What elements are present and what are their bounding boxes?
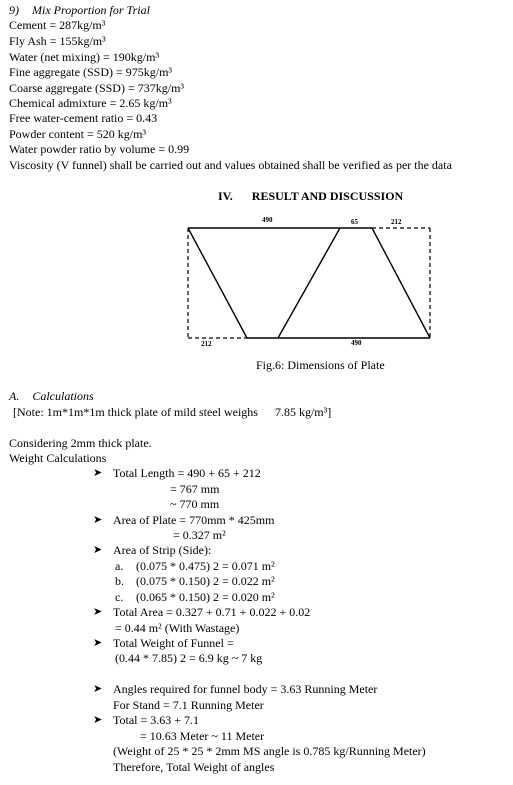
mix-line-admixture: Chemical admixture = 2.65 kg/m³ (9, 96, 172, 110)
calc-angles-stand: For Stand = 7.1 Running Meter (113, 698, 264, 712)
calc-total-area: Total Area = 0.327 + 0.71 + 0.022 + 0.02 (113, 605, 311, 619)
figure-caption: Fig.6: Dimensions of Plate (256, 358, 385, 372)
mix-heading-number: 9) (9, 3, 19, 17)
section-title: RESULT AND DISCUSSION (251, 189, 404, 203)
mix-line-cement: Cement = 287kg/m³ (9, 18, 106, 32)
plate-diagonal-1 (188, 228, 247, 338)
calc-area-plate: Area of Plate = 770mm * 425mm (113, 513, 275, 527)
calc-note (13, 405, 331, 419)
dim-label-bottom-490: 490 (351, 339, 362, 347)
bullet-arrow-icon: ➤ (93, 637, 103, 649)
mix-line-fly-ash: Fly Ash = 155kg/m³ (9, 34, 106, 48)
calc-area-strip: Area of Strip (Side): (113, 543, 212, 557)
strip-c-label: c. (115, 590, 124, 604)
mix-heading-title: Mix Proportion for Trial (32, 3, 150, 17)
bullet-arrow-icon: ➤ (93, 514, 103, 526)
dim-label-bottom-212: 212 (201, 340, 212, 348)
calc-note-text: [Note: 1m*1m*1m thick plate of mild steel weighs (13, 405, 258, 419)
calc-heading-title: Calculations (32, 389, 94, 403)
dim-label-top-490: 490 (262, 216, 273, 224)
mix-line-water: Water (net mixing) = 190kg/m³ (9, 50, 160, 64)
strip-c: (0.065 * 0.150) 2 = 0.020 m² (136, 590, 275, 604)
calc-total-eq: = 10.63 Meter ~ 11 Meter (140, 729, 265, 743)
mix-line-water-powder: Water powder ratio by volume = 0.99 (9, 142, 190, 156)
plate-diagonal-3 (372, 228, 430, 338)
dim-label-top-65: 65 (351, 218, 358, 226)
mix-line-coarse-aggregate: Coarse aggregate (SSD) = 737kg/m³ (9, 81, 184, 95)
calc-therefore: Therefore, Total Weight of angles (113, 760, 275, 774)
mix-line-powder-content: Powder content = 520 kg/m³ (9, 127, 147, 141)
calc-considering: Considering 2mm thick plate. (9, 436, 152, 450)
strip-a-label: a. (115, 559, 124, 573)
calc-total-weight: Total Weight of Funnel = (113, 636, 234, 650)
calc-total: Total = 3.63 + 7.1 (113, 713, 200, 727)
mix-line-fine-aggregate: Fine aggregate (SSD) = 975kg/m³ (9, 65, 173, 79)
mix-line-wc-ratio: Free water-cement ratio = 0.43 (9, 111, 158, 125)
calc-total-area-eq: = 0.44 m² (With Wastage) (115, 621, 240, 635)
calc-total-length-eq1: = 767 mm (170, 482, 220, 496)
strip-a: (0.075 * 0.475) 2 = 0.071 m² (136, 559, 275, 573)
calc-area-plate-eq: = 0.327 m² (173, 528, 226, 542)
bullet-arrow-icon: ➤ (93, 606, 103, 618)
calc-heading-letter: A. (9, 389, 20, 403)
section-number: IV. (218, 189, 233, 203)
calc-note-value: 7.85 kg/m³] (274, 405, 332, 419)
calc-weight-title: Weight Calculations (9, 451, 107, 465)
calc-total-length-eq2: ~ 770 mm (170, 497, 220, 511)
bullet-arrow-icon: ➤ (93, 467, 103, 479)
calc-total-length: Total Length = 490 + 65 + 212 (113, 466, 261, 480)
bullet-arrow-icon: ➤ (93, 683, 103, 695)
bullet-arrow-icon: ➤ (93, 714, 103, 726)
calc-weight-ms: (Weight of 25 * 25 * 2mm MS angle is 0.785 kg/Running Meter) (113, 744, 426, 758)
bullet-arrow-icon: ➤ (93, 544, 103, 556)
calc-total-weight-eq: (0.44 * 7.85) 2 = 6.9 kg ~ 7 kg (115, 651, 263, 665)
calc-heading (9, 389, 94, 403)
plate-diagonal-2 (278, 228, 340, 338)
strip-b-label: b. (115, 574, 124, 588)
mix-line-viscosity: Viscosity (V funnel) shall be carried out and values obtained shall be verified as per the data (9, 158, 452, 172)
strip-b: (0.075 * 0.150) 2 = 0.022 m² (136, 574, 275, 588)
dim-label-top-212: 212 (391, 218, 402, 226)
calc-angles-body: Angles required for funnel body = 3.63 Running Meter (113, 682, 378, 696)
